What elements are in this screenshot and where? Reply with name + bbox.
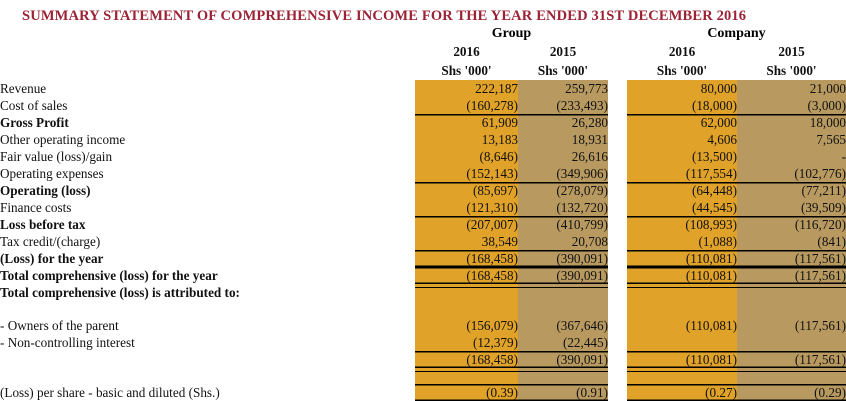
row-label: Finance costs: [0, 199, 415, 216]
row-label: (Loss) per share - basic and diluted (Shs.): [0, 384, 415, 401]
value-company-2016: (44,545): [627, 199, 737, 216]
row-label: [0, 351, 415, 368]
value-company-2016: 4,606: [627, 131, 737, 148]
header-units-company-2015: Shs '000': [766, 62, 817, 78]
value-group-2016: (168,458): [415, 250, 518, 267]
spacer-label-cell: [0, 368, 415, 384]
value-group-2015: (132,720): [518, 199, 608, 216]
row-label: Other operating income: [0, 131, 415, 148]
row-label: Cost of sales: [0, 97, 415, 114]
table-row: [0, 182, 846, 199]
gap-cell: [608, 284, 627, 301]
value-company-2015: [737, 334, 846, 351]
header-row-year: [0, 42, 846, 61]
header-row-year-spacer: [0, 42, 415, 61]
header-year-company-2015: 2015: [778, 43, 805, 59]
value-group-2016: 222,187: [415, 80, 518, 97]
table-row: [0, 267, 846, 284]
value-company-2016: (117,554): [627, 165, 737, 182]
row-label: Gross Profit: [0, 114, 415, 131]
spacer-value-cell: [737, 301, 846, 317]
value-company-2016: (13,500): [627, 148, 737, 165]
value-company-2016: (110,081): [627, 267, 737, 284]
value-company-2016: (0.27): [627, 384, 737, 401]
value-group-2015: 20,708: [518, 233, 608, 250]
row-label: Revenue: [0, 80, 415, 97]
value-group-2016: (207,007): [415, 216, 518, 233]
value-group-2016: (168,458): [415, 351, 518, 368]
value-group-2015: (233,493): [518, 97, 608, 114]
value-company-2015: (117,561): [737, 267, 846, 284]
gap-cell: [608, 131, 627, 148]
value-company-2015: (0.29): [737, 384, 846, 401]
value-company-2015: (77,211): [737, 182, 846, 199]
row-label: Total comprehensive (loss) for the year: [0, 267, 415, 284]
gap-cell: [608, 334, 627, 351]
header-gap-cell: [608, 42, 627, 61]
value-company-2015: (116,720): [737, 216, 846, 233]
value-company-2015: -: [737, 148, 846, 165]
gap-cell: [608, 80, 627, 97]
gap-cell: [608, 148, 627, 165]
gap-cell: [608, 114, 627, 131]
gap-cell: [608, 351, 627, 368]
table-row: [0, 334, 846, 351]
value-group-2016: (121,310): [415, 199, 518, 216]
value-group-2015: 26,280: [518, 114, 608, 131]
value-company-2016: (64,448): [627, 182, 737, 199]
table-row: [0, 199, 846, 216]
gap-cell: [608, 97, 627, 114]
gap-cell: [608, 233, 627, 250]
table-row: [0, 216, 846, 233]
gap-cell: [608, 216, 627, 233]
row-label: Operating (loss): [0, 182, 415, 199]
value-company-2016: 80,000: [627, 80, 737, 97]
value-group-2015: 18,931: [518, 131, 608, 148]
header-row-units-spacer: [0, 61, 415, 80]
value-group-2016: (12,379): [415, 334, 518, 351]
row-label: Total comprehensive (loss) is attributed to:: [0, 284, 415, 301]
value-group-2016: 38,549: [415, 233, 518, 250]
column-group-header-company: Company: [707, 26, 766, 41]
table-row: [0, 233, 846, 250]
value-company-2016: (110,081): [627, 351, 737, 368]
value-group-2016: 61,909: [415, 114, 518, 131]
row-label: Loss before tax: [0, 216, 415, 233]
value-company-2015: (117,561): [737, 317, 846, 334]
value-company-2016: [627, 334, 737, 351]
table-row: [0, 114, 846, 131]
gap-cell: [608, 267, 627, 284]
value-company-2015: 18,000: [737, 114, 846, 131]
value-group-2015: (410,799): [518, 216, 608, 233]
value-group-2015: (0.91): [518, 384, 608, 401]
gap-cell: [608, 368, 627, 384]
value-group-2015: 259,773: [518, 80, 608, 97]
value-group-2015: (390,091): [518, 267, 608, 284]
value-company-2015: (117,561): [737, 250, 846, 267]
value-group-2015: (390,091): [518, 351, 608, 368]
table-row: [0, 165, 846, 182]
table-header: [0, 42, 846, 80]
table-row: [0, 80, 846, 97]
value-company-2016: (108,993): [627, 216, 737, 233]
table-row: [0, 250, 846, 267]
value-group-2015: (278,079): [518, 182, 608, 199]
header-year-group-2015: 2015: [549, 43, 577, 59]
gap-cell: [608, 182, 627, 199]
table-row: [0, 148, 846, 165]
spacer-value-cell: [415, 301, 518, 317]
value-company-2015: 21,000: [737, 80, 846, 97]
gap-cell: [608, 165, 627, 182]
row-label: (Loss) for the year: [0, 250, 415, 267]
value-company-2015: (841): [737, 233, 846, 250]
value-company-2016: (110,081): [627, 250, 737, 267]
value-company-2015: (117,561): [737, 351, 846, 368]
header-units-group-2015: Shs '000': [537, 62, 589, 78]
table-row: [0, 97, 846, 114]
table-row: [0, 351, 846, 368]
value-group-2015: 26,616: [518, 148, 608, 165]
header-year-group-2016: 2016: [453, 43, 480, 59]
header-row-units: [0, 61, 846, 80]
value-company-2015: (3,000): [737, 97, 846, 114]
value-company-2016: 62,000: [627, 114, 737, 131]
table-row: [0, 317, 846, 334]
value-group-2016: (85,697): [415, 182, 518, 199]
row-label: - Non-controlling interest: [0, 334, 415, 351]
row-label: Tax credit/(charge): [0, 233, 415, 250]
value-group-2016: (156,079): [415, 317, 518, 334]
spacer-label-cell: [0, 301, 415, 317]
value-group-2016: (8,646): [415, 148, 518, 165]
value-company-2015: (102,776): [737, 165, 846, 182]
gap-cell: [608, 250, 627, 267]
row-label: Fair value (loss)/gain: [0, 148, 415, 165]
spacer-value-cell: [518, 301, 608, 317]
table-body: [0, 80, 846, 401]
table-row: [0, 131, 846, 148]
table-spacer-row: [0, 301, 846, 317]
value-group-2015: (22,445): [518, 334, 608, 351]
gap-cell: [608, 384, 627, 401]
value-group-2015: (367,646): [518, 317, 608, 334]
value-group-2016: 13,183: [415, 131, 518, 148]
value-group-2016: (160,278): [415, 97, 518, 114]
spacer-value-cell: [627, 301, 737, 317]
value-group-2016: (0.39): [415, 384, 518, 401]
value-company-2016: (110,081): [627, 317, 737, 334]
row-label: Operating expenses: [0, 165, 415, 182]
income-statement-table: [0, 42, 846, 401]
header-units-company-2016: Shs '000': [656, 62, 708, 78]
table-row: [0, 384, 846, 401]
gap-cell: [608, 317, 627, 334]
gap-cell: [608, 301, 627, 317]
header-gap-cell: [608, 61, 627, 80]
value-company-2015: (39,509): [737, 199, 846, 216]
value-company-2015: 7,565: [737, 131, 846, 148]
value-company-2016: (1,088): [627, 233, 737, 250]
value-group-2015: (349,906): [518, 165, 608, 182]
header-units-group-2016: Shs '000': [441, 62, 492, 78]
value-group-2016: (168,458): [415, 267, 518, 284]
value-company-2016: (18,000): [627, 97, 737, 114]
value-group-2015: (390,091): [518, 250, 608, 267]
gap-cell: [608, 199, 627, 216]
value-group-2016: (152,143): [415, 165, 518, 182]
page-title: SUMMARY STATEMENT OF COMPREHENSIVE INCOME FOR THE YEAR ENDED 31ST DECEMBER 2016: [22, 8, 747, 24]
header-year-company-2016: 2016: [668, 43, 696, 59]
row-label: - Owners of the parent: [0, 317, 415, 334]
column-group-header-group: Group: [491, 26, 532, 41]
